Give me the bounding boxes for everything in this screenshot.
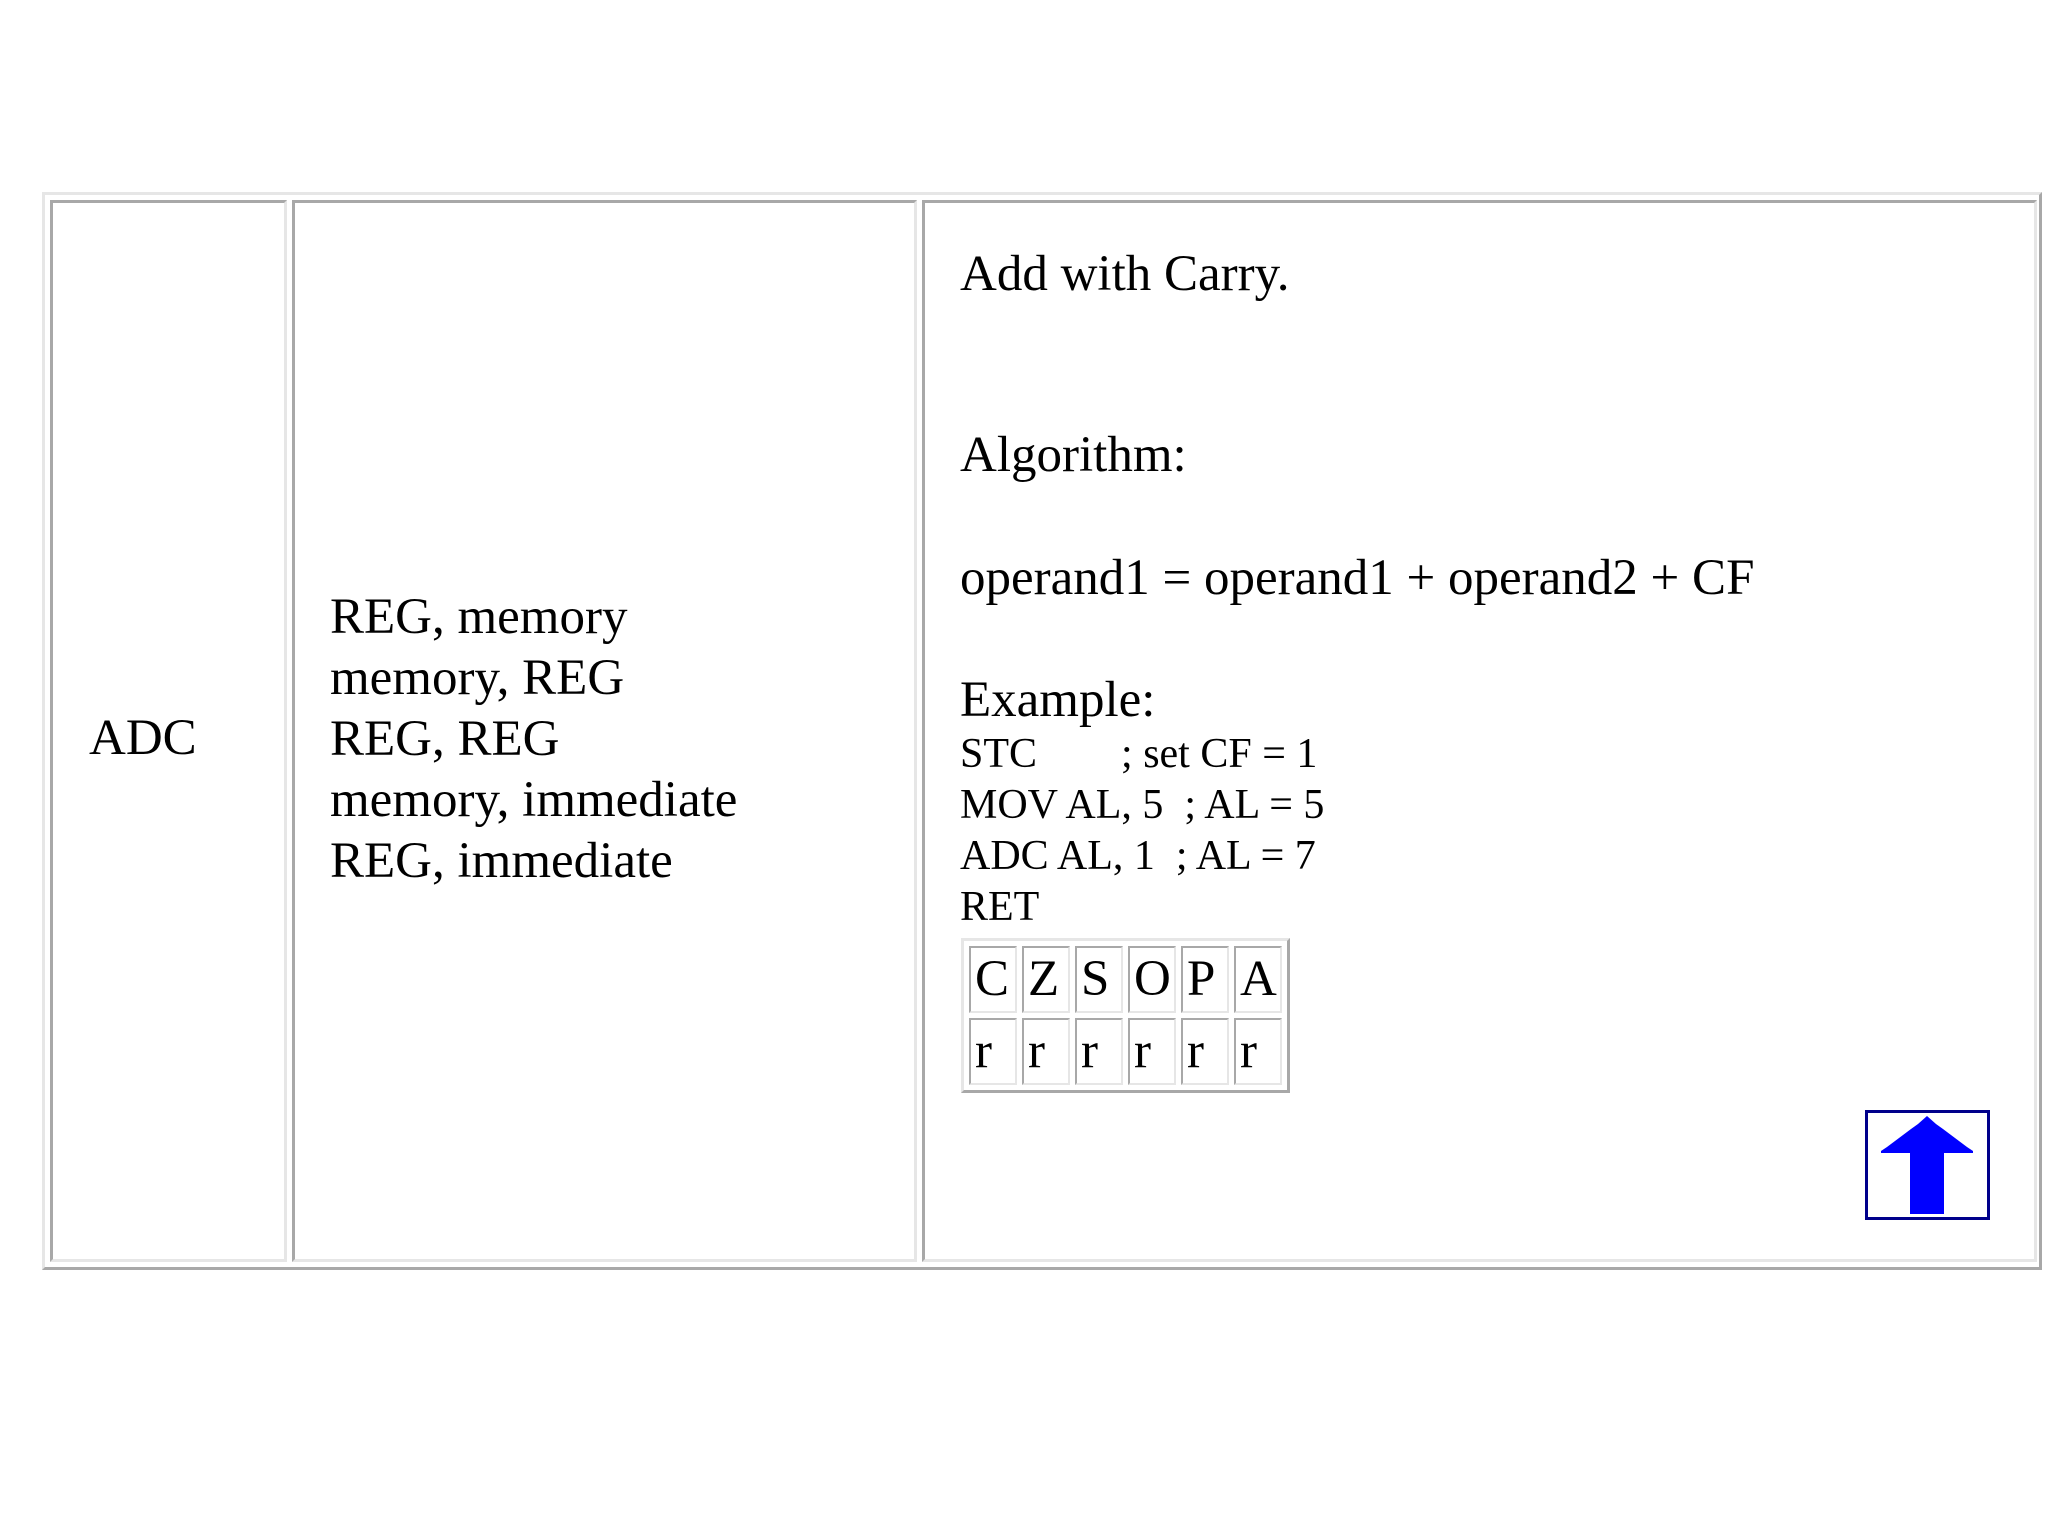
flag-value-cell: r (1181, 1018, 1229, 1085)
flag-value-cell: r (1022, 1018, 1070, 1085)
mnemonic-cell (50, 200, 287, 1262)
operand-form: REG, memory (330, 589, 628, 645)
flag-names-row (969, 946, 1282, 1013)
operand-form: memory, immediate (330, 772, 738, 828)
flag-value-cell: r (969, 1018, 1017, 1085)
back-to-top-button[interactable] (1865, 1110, 1990, 1220)
description-title: Add with Carry. (960, 246, 1290, 302)
operand-form: REG, immediate (330, 833, 673, 889)
example-code (960, 729, 1324, 933)
flag-name-cell: S (1075, 946, 1123, 1013)
code-line: ADC AL, 1 ; AL = 7 (960, 833, 1316, 879)
flag-name-cell: O (1128, 946, 1176, 1013)
flag-value-cell: r (1234, 1018, 1282, 1085)
flag-name-cell: P (1181, 946, 1229, 1013)
operand-form: memory, REG (330, 650, 625, 706)
flag-name-cell: C (969, 946, 1017, 1013)
code-line: MOV AL, 5 ; AL = 5 (960, 782, 1325, 828)
instruction-table (42, 192, 2042, 1270)
flag-values-row (969, 1018, 1282, 1085)
example-heading: Example: (960, 672, 1156, 728)
operands-cell (292, 200, 917, 1262)
flags-table (961, 938, 1290, 1093)
code-line: RET (960, 884, 1040, 930)
operand-list (330, 587, 737, 892)
flag-value-cell: r (1075, 1018, 1123, 1085)
flag-value-cell: r (1128, 1018, 1176, 1085)
code-line: STC ; set CF = 1 (960, 731, 1318, 777)
flag-name-cell: Z (1022, 946, 1070, 1013)
instruction-mnemonic: ADC (89, 710, 197, 766)
description-cell (922, 200, 2037, 1262)
algorithm-heading: Algorithm: (960, 427, 1187, 483)
arrow-up-icon (1868, 1113, 1987, 1217)
operand-form: REG, REG (330, 711, 560, 767)
algorithm-formula: operand1 = operand1 + operand2 + CF (960, 550, 1755, 606)
flag-name-cell: A (1234, 946, 1282, 1013)
